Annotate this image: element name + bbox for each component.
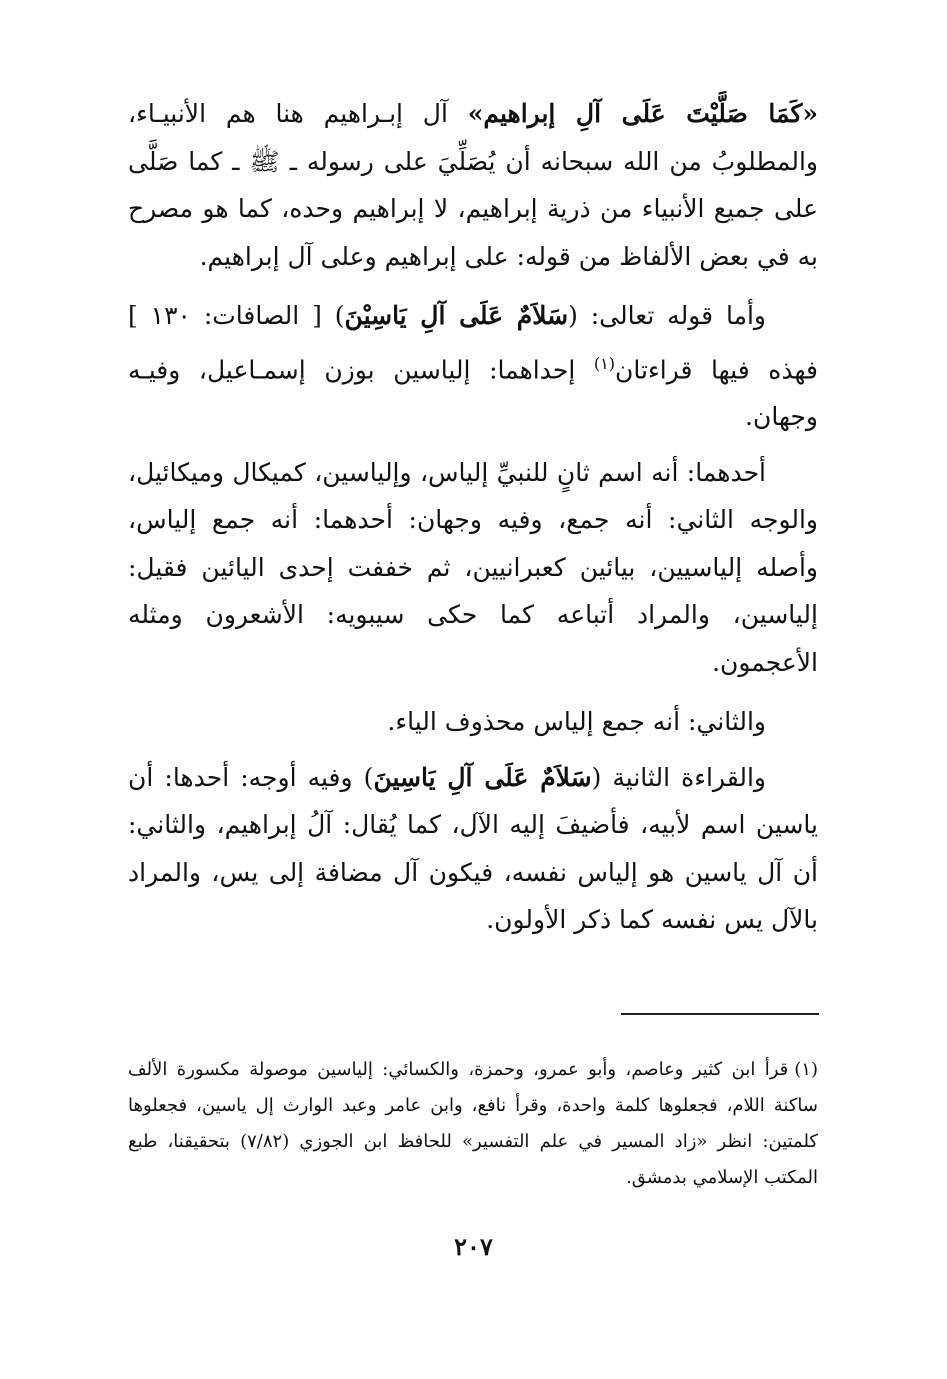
paragraph-3-text: أحدهما: أنه اسم ثانٍ للنبيِّ إلياس، وإلياسين، كميكال وميكائيل، والوجه الثاني: أنه جمع، وفيه وجهان: أحدهما: أنه جمع إلياس، وأصله إلياسيين، بيائين كعبرانيين، ثم خففت إحدى اليائين فقيل: إلياسين، والمراد أتباعه كما حكى سيبويه: الأشعرون ومثله الأعجمون. — [128, 457, 818, 677]
footnote-1 — [128, 1052, 818, 1196]
footnotes — [128, 1052, 818, 1196]
paragraph-5-text-after: ) وفيه أوجه: أحدها: أن ياسين اسم لأبيه، فأضيفَ إليه الآل، كما يُقال: آلُ إبراهيم، والثاني: أن آل ياسين هو إلياس نفسه، فيكون آل مضافة إلى يس، والمراد بالآل يس نفسه كما ذكر الأولون. — [128, 762, 818, 935]
footnote-reference: (١) — [593, 353, 616, 373]
paragraph-2-text-after: ) [ الصافات: ١٣٠ ] فهذه فيها قراءتان — [128, 301, 818, 384]
paragraph-1 — [128, 90, 818, 280]
paragraph-5-text-before: والقراءة الثانية ( — [591, 762, 766, 792]
paragraph-4 — [128, 698, 818, 746]
verse-quote-2: سَلاَمٌ عَلَى آلِ يَاسِينَ — [373, 762, 592, 792]
paragraph-3 — [128, 449, 818, 687]
paragraph-5 — [128, 754, 818, 944]
footnote-divider — [621, 1013, 819, 1015]
paragraph-2-text-before: وأما قوله تعالى: ( — [568, 301, 766, 330]
paragraph-2-text-end: إحداهما: إلياسين بوزن إسمـاعيل، وفيـه وجهان. — [128, 354, 818, 432]
paragraph-1-text: آل إبـراهيم هنا هم الأنبيـاء، والمطلوبُ من الله سبحانه أن يُصَلِّيَ على رسوله ـ ﷺ ـ كما صَلَّى على جميع الأنبياء من ذرية إبراهيم، لا إبراهيم وحده، كما هو مصرح به في بعض الألفاظ من قوله: على إبراهيم وعلى آل إبراهيم. — [128, 99, 818, 271]
paragraph-4-text: والثاني: أنه جمع إلياس محذوف الياء. — [387, 707, 766, 737]
footnote-text: قرأ ابن كثير وعاصم، وأبو عمرو، وحمزة، والكسائي: إلياسين موصولة مكسورة الألف ساكنة اللام، فجعلوها كلمة واحدة، وقرأ نافع، وابن عامر وعبد الوارث إل ياسين، فجعلوها كلمتين: انظر «زاد المسير في علم التفسير» للحافظ ابن الجوزي (٧/٨٢) بتحقيقنا، طبع المكتب الإسلامي بدمشق. — [128, 1059, 818, 1188]
quoted-phrase: «كَمَا صَلَّيْتَ عَلَى آلِ إبراهيم» — [467, 99, 818, 128]
footnote-number: (١) — [794, 1059, 818, 1080]
main-text — [128, 90, 818, 956]
paragraph-2 — [128, 292, 818, 441]
verse-quote: سَلاَمٌ عَلَى آلِ يَاسِيْنَ — [344, 301, 569, 330]
page-number: ٢٠٧ — [454, 1232, 493, 1261]
